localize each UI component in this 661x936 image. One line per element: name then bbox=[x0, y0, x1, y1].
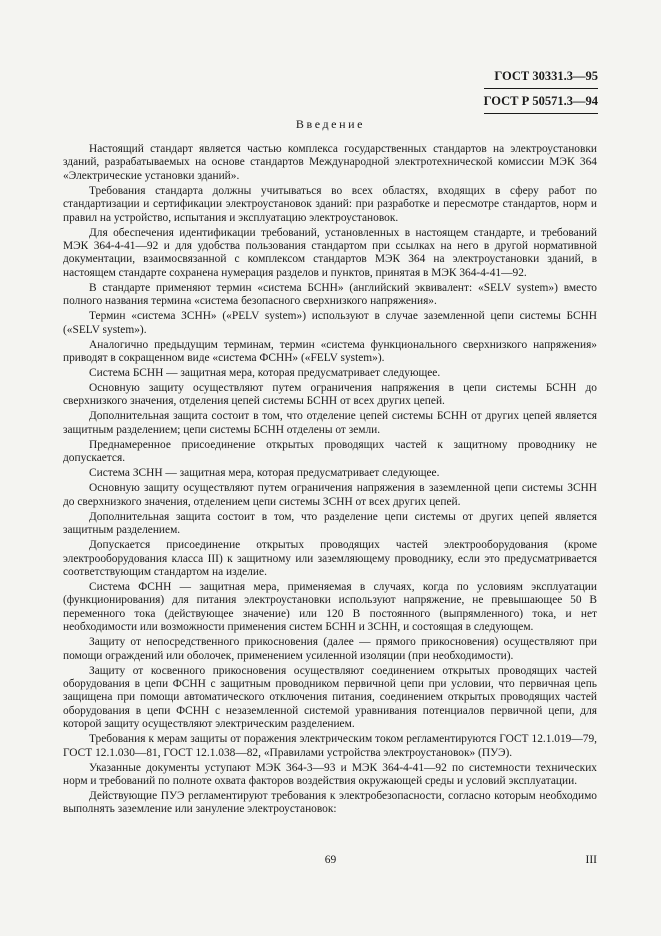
paragraph: Указанные документы уступают МЭК 364-3—93 и МЭК 364-4-41—92 по системности технических норм и требований по полноте охвата факторов воздействия окружающей среды и условий эксплуатации. bbox=[63, 761, 597, 787]
paragraph: Система БСНН — защитная мера, которая предусматривает следующее. bbox=[89, 367, 441, 380]
paragraph: Для обеспечения идентификации требований, установленных в настоящем стандарте, и требований МЭК 364-4-41—92 и для удобства пользования стандартом при ссылках на него в другой нормативной документации, взаимосвязанной с комплексом стандартов МЭК 364 на электроустановки зданий, в настоящем стандарте сохранена нумерация разделов и пунктов, принятая в МЭК 364-4-41—92. bbox=[63, 226, 597, 279]
paragraph: Основную защиту осуществляют путем ограничения напряжения в заземленной цепи системы ЗСНН до сверхнизкого значения, отделением цепи системы ЗСНН от всех других цепей. bbox=[63, 482, 597, 508]
paragraph: Защиту от косвенного прикосновения осуществляют соединением открытых проводящих частей оборудования в цепи ФСНН с защитным проводником первичной цепи при условии, что первичная цепь защищена при помощи автоматического отключения питания, соединением открытых проводящих частей оборудования в цепи ФСНН с незаземленной системой уравнивания потенциалов первичной цепи, для которой защиту осуществляют электрическим разделением. bbox=[63, 664, 597, 731]
standard-number-1: ГОСТ 30331.3—95 bbox=[484, 66, 598, 89]
paragraph: Дополнительная защита состоит в том, что разделение цепи системы от других цепей является защитным разделением. bbox=[63, 510, 597, 537]
paragraph: Термин «система ЗСНН» («PELV system») используют в случае заземленной цепи системы БСНН («SELV system»). bbox=[63, 310, 597, 336]
paragraph: Система ФСНН — защитная мера, применяемая в случаях, когда по условиям эксплуатации (функционирования) для питания электроустановки используют напряжение, не превышающее 50 В переменного тока (действующее значение) или 120 В постоянного (выпрямленного) тока, и нет необходимости или возможности применения систем БСНН и ЗСНН, и состоящая в следующем. bbox=[63, 580, 597, 634]
body-text bbox=[63, 143, 597, 818]
section-roman-numeral: III bbox=[585, 854, 597, 866]
paragraph: Защиту от непосредственного прикосновения (далее — прямого прикосновения) осуществляют при помощи ограждений или оболочек, применением усиленной изоляции (при необходимости). bbox=[63, 636, 597, 662]
paragraph: Требования стандарта должны учитываться во всех областях, входящих в сферу работ по стандартизации и сертификации электроустановок зданий: при разработке и пересмотре стандартов, норм и правил на устройство, испытания и эксплуатацию электроустановок. bbox=[63, 184, 597, 224]
paragraph: Действующие ПУЭ регламентируют требования к электробезопасности, согласно которым необходимо выполнять заземление или зануление электроустановок: bbox=[63, 789, 597, 816]
section-title: Введение bbox=[295, 117, 366, 131]
paragraph: Преднамеренное присоединение открытых проводящих частей к защитному проводнику не допускается. bbox=[63, 438, 597, 465]
page-header bbox=[484, 66, 598, 116]
paragraph: Дополнительная защита состоит в том, что отделение цепей системы БСНН от других цепей является защитным разделением; цепи системы БСНН отделены от земли. bbox=[63, 410, 597, 436]
paragraph: Допускается присоединение открытых проводящих частей электрооборудования (кроме электрооборудования класса III) к защитному или заземляющему проводнику, если это предусматривается соответствующим стандартом на изделие. bbox=[63, 539, 597, 578]
paragraph: Система ЗСНН — защитная мера, которая предусматривает следующее. bbox=[89, 467, 440, 480]
paragraph: В стандарте применяют термин «система БСНН» (английский эквивалент: «SELV system») вместо полного названия термина «система безопасного сверхнизкого напряжения». bbox=[63, 281, 597, 308]
paragraph: Аналогично предыдущим терминам, термин «система функционального сверхнизкого напряжения» приводят в сокращенном виде «система ФСНН» («FELV system»). bbox=[63, 338, 597, 365]
standard-number-2: ГОСТ Р 50571.3—94 bbox=[484, 91, 598, 114]
page-number: 69 bbox=[324, 854, 337, 866]
paragraph: Основную защиту осуществляют путем ограничения напряжения в цепи системы БСНН до сверхнизкого значения, отделения цепей системы БСНН от всех других цепей. bbox=[63, 382, 597, 408]
paragraph: Настоящий стандарт является частью комплекса государственных стандартов на электроустановки зданий, разрабатываемых на основе стандартов Международной электротехнической комиссии МЭК 364 «Электрические установки зданий». bbox=[63, 143, 597, 182]
paragraph: Требования к мерам защиты от поражения электрическим током регламентируются ГОСТ 12.1.019—79, ГОСТ 12.1.030—81, ГОСТ 12.1.038—82, «Правилами устройства электроустановок» (ПУЭ). bbox=[63, 733, 597, 759]
